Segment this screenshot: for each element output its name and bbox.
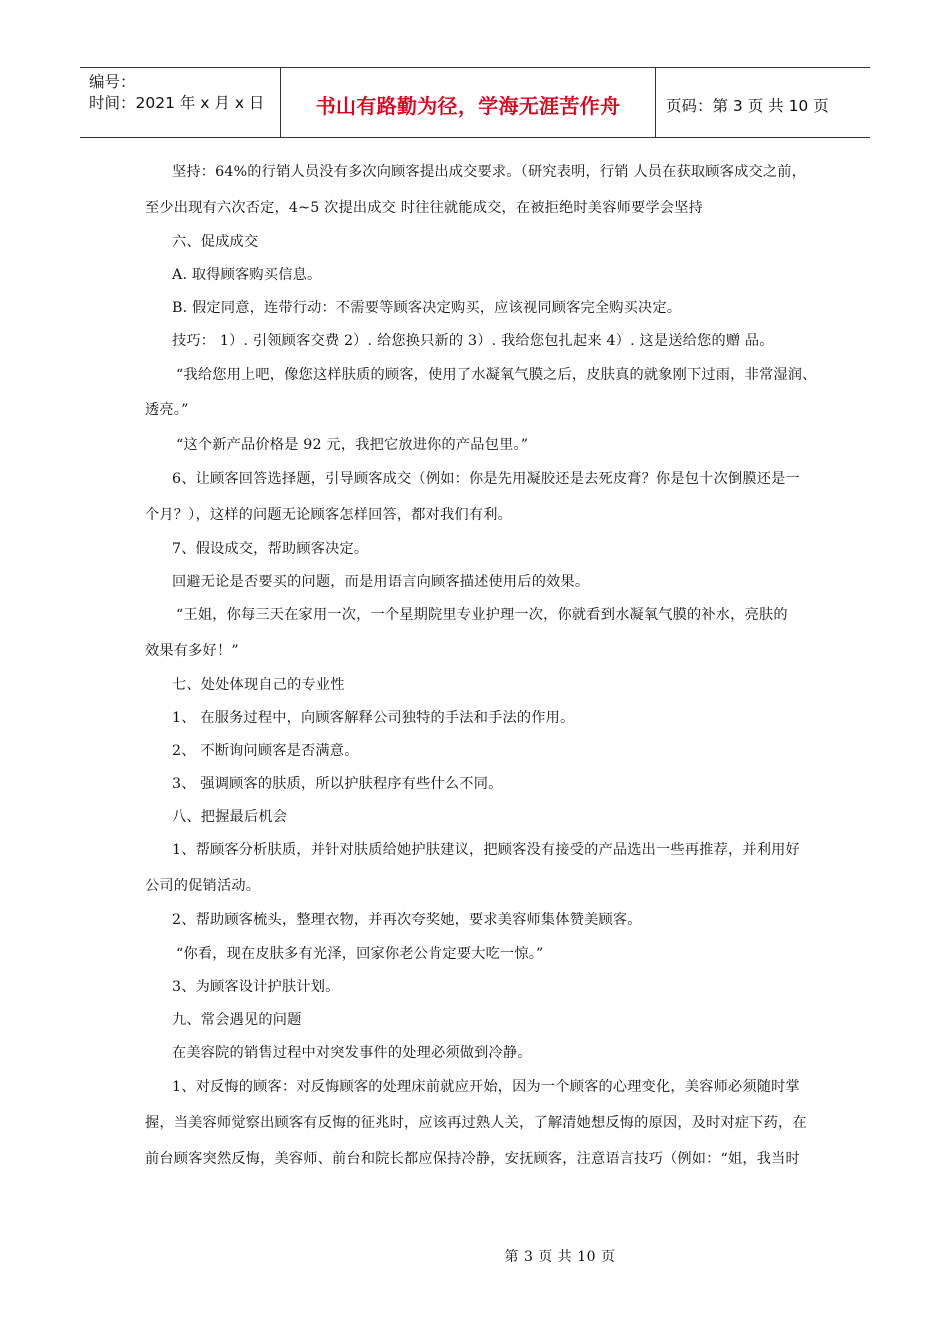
header-motto: 书山有路勤为径，学海无涯苦作舟 [281, 68, 656, 137]
quote-line: “你看，现在皮肤多有光泽，回家你老公肯定要大吃一惊。” [176, 946, 544, 962]
quote-line: “这个新产品价格是 92 元，我把它放进你的产品包里。” [176, 437, 529, 453]
header-number-label: 编号： [89, 73, 136, 91]
paragraph-line: 6、让顾客回答选择题，引导顾客成交（例如：你是先用凝胶还是去死皮膏？你是包十次倒膜还是一 [172, 471, 800, 487]
header-page-label: 页码：第 3 页 共 10 页 [666, 96, 829, 115]
header-meta [80, 68, 281, 137]
paragraph-line: 1、对反悔的顾客：对反悔顾客的处理床前就应开始，因为一个顾客的心理变化，美容师必须随时掌 [172, 1079, 800, 1095]
quote-line: “王姐，你每三天在家用一次，一个星期院里专业护理一次，你就看到水凝氧气膜的补水，亮肤的 [176, 607, 788, 623]
page-footer: 第 3 页 共 10 页 [504, 1249, 616, 1265]
paragraph-line: 7、假设成交，帮助顾客决定。 [172, 541, 369, 557]
quote-line: 效果有多好！” [145, 643, 239, 659]
header-time-label: 时间：2021 年 x 月 x 日 [89, 94, 265, 112]
paragraph-line: 前台顾客突然反悔，美容师、前台和院长都应保持冷静，安抚顾客，注意语言技巧（例如：“姐，我当时 [145, 1151, 800, 1167]
paragraph-line: 2、帮助顾客梳头，整理衣物，并再次夸奖她，要求美容师集体赞美顾客。 [172, 912, 642, 928]
section-heading: 六、促成成交 [172, 234, 259, 250]
paragraph-line: 3、为顾客设计护肤计划。 [172, 979, 340, 995]
quote-line: 透亮。” [145, 402, 189, 418]
paragraph-line: 公司的促销活动。 [145, 878, 261, 894]
page-header [80, 67, 870, 138]
list-item: 2、 不断询问顾客是否满意。 [172, 743, 359, 759]
section-heading: 九、常会遇见的问题 [172, 1012, 302, 1028]
paragraph-line: 回避无论是否要买的问题，而是用语言向顾客描述使用后的效果。 [172, 574, 590, 590]
paragraph-line: B. 假定同意，连带行动：不需要等顾客决定购买，应该视同顾客完全购买决定。 [172, 300, 682, 316]
paragraph-line: 坚持：64%的行销人员没有多次向顾客提出成交要求。（研究表明，行销 人员在获取顾客成交之前， [172, 164, 807, 180]
list-item: 1、 在服务过程中，向顾客解释公司独特的手法和手法的作用。 [172, 710, 575, 726]
quote-line: “我给您用上吧，像您这样肤质的顾客，使用了水凝氧气膜之后，皮肤真的就象刚下过雨，非常湿润、 [176, 367, 817, 383]
section-heading: 七、处处体现自己的专业性 [172, 677, 345, 693]
paragraph-line: 握，当美容师觉察出顾客有反悔的征兆时，应该再过熟人关，了解清她想反悔的原因，及时对症下药，在 [145, 1115, 807, 1131]
paragraph-line: A. 取得顾客购买信息。 [172, 267, 322, 283]
paragraph-line: 至少出现有六次否定，4~5 次提出成交 时往往就能成交，在被拒绝时美容师要学会坚持 [145, 200, 703, 216]
paragraph-line: 技巧： 1）. 引领顾客交费 2）. 给您换只新的 3）. 我给您包扎起来 4）. 这是送给您的赠 品。 [172, 333, 774, 349]
paragraph-line: 在美容院的销售过程中对突发事件的处理必须做到冷静。 [172, 1045, 532, 1061]
paragraph-line: 个月？），这样的问题无论顾客怎样回答，都对我们有利。 [145, 507, 512, 523]
paragraph-line: 1、帮顾客分析肤质，并针对肤质给她护肤建议，把顾客没有接受的产品选出一些再推荐，并利用好 [172, 842, 800, 858]
section-heading: 八、把握最后机会 [172, 809, 288, 825]
list-item: 3、 强调顾客的肤质，所以护肤程序有些什么不同。 [172, 776, 503, 792]
